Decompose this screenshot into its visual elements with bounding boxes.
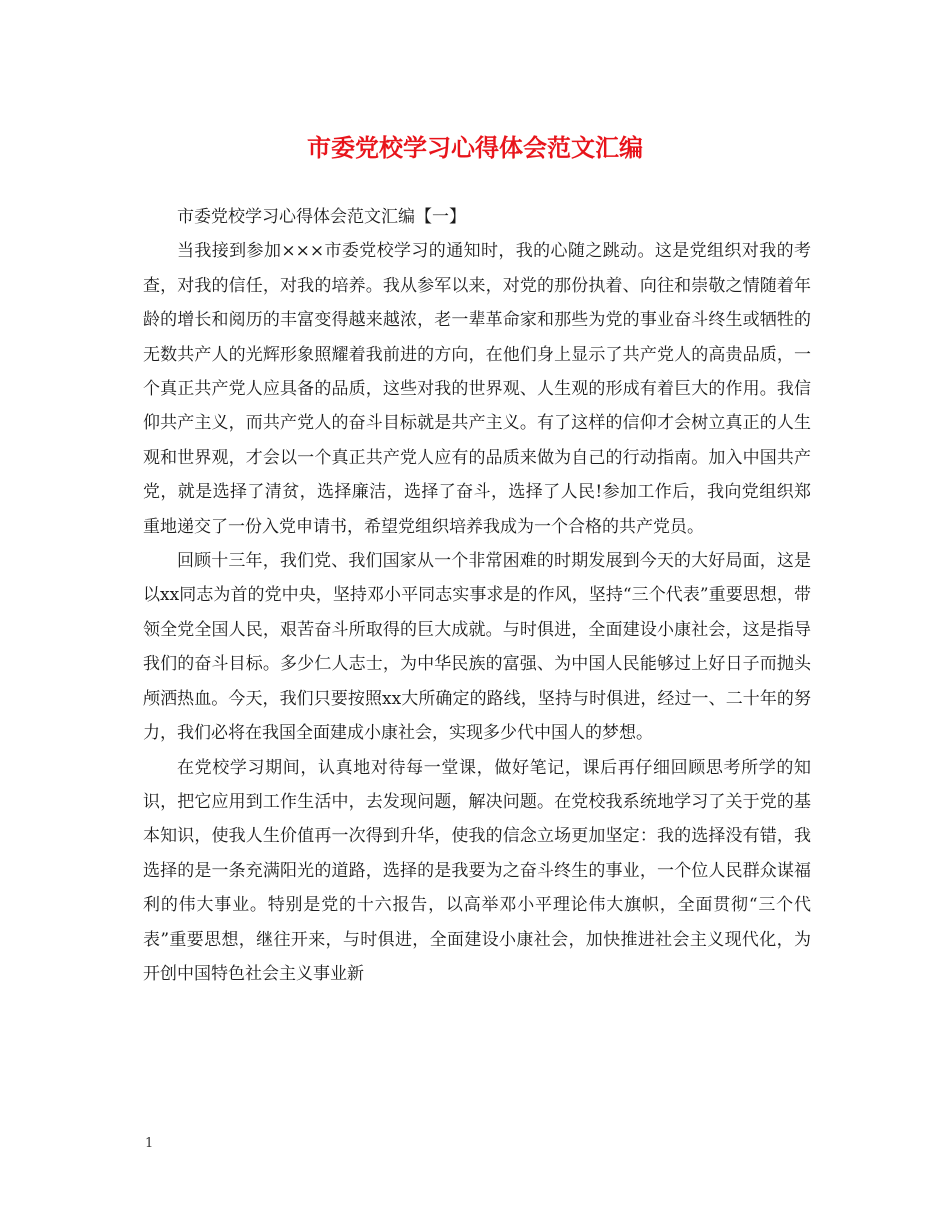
document-body	[143, 200, 811, 991]
section-heading: 市委党校学习心得体会范文汇编【一】	[177, 207, 466, 227]
paragraph-3: 在党校学习期间，认真地对待每一堂课，做好笔记，课后再仔细回顾思考所学的知识，把它应用到工作生活中，去发现问题，解决问题。在党校我系统地学习了关于党的基本知识，使我人生价值再一次得到升华，使我的信念立场更加坚定：我的选择没有错，我选择的是一条充满阳光的道路，选择的是我要为之奋斗终生的事业，一个位人民群众谋福利的伟大事业。特别是党的十六报告，以高举邓小平理论伟大旗帜，全面贯彻“三个代表”重要思想，继往开来，与时俱进，全面建设小康社会，加快推进社会主义现代化，为开创中国特色社会主义事业新	[143, 757, 811, 984]
paragraph-2: 回顾十三年，我们党、我们国家从一个非常困难的时期发展到今天的大好局面，这是以xx同志为首的党中央，坚持邓小平同志实事求是的作风，坚持“三个代表”重要思想，带领全党全国人民，艰苦奋斗所取得的巨大成就。与时俱进，全面建设小康社会，这是指导我们的奋斗目标。多少仁人志士，为中华民族的富强、为中国人民能够过上好日子而抛头颅洒热血。今天，我们只要按照xx大所确定的路线，坚持与时俱进，经过一、二十年的努力，我们必将在我国全面建成小康社会，实现多少代中国人的梦想。	[143, 551, 811, 744]
page-number: 1	[145, 1136, 154, 1151]
paragraph-1: 当我接到参加×××市委党校学习的通知时，我的心随之跳动。这是党组织对我的考查，对我的信任，对我的培养。我从参军以来，对党的那份执着、向往和崇敬之情随着年龄的增长和阅历的丰富变得越来越浓，老一辈革命家和那些为党的事业奋斗终生或牺牲的无数共产人的光辉形象照耀着我前进的方向，在他们身上显示了共产党人的高贵品质，一个真正共产党人应具备的品质，这些对我的世界观、人生观的形成有着巨大的作用。我信仰共产主义，而共产党人的奋斗目标就是共产主义。有了这样的信仰才会树立真正的人生观和世界观，才会以一个真正共产党人应有的品质来做为自己的行动指南。加入中国共产党，就是选择了清贫，选择廉洁，选择了奋斗，选择了人民!参加工作后，我向党组织郑重地递交了一份入党申请书，希望党组织培养我成为一个合格的共产党员。	[143, 241, 811, 537]
document-title: 市委党校学习心得体会范文汇编	[307, 133, 643, 162]
